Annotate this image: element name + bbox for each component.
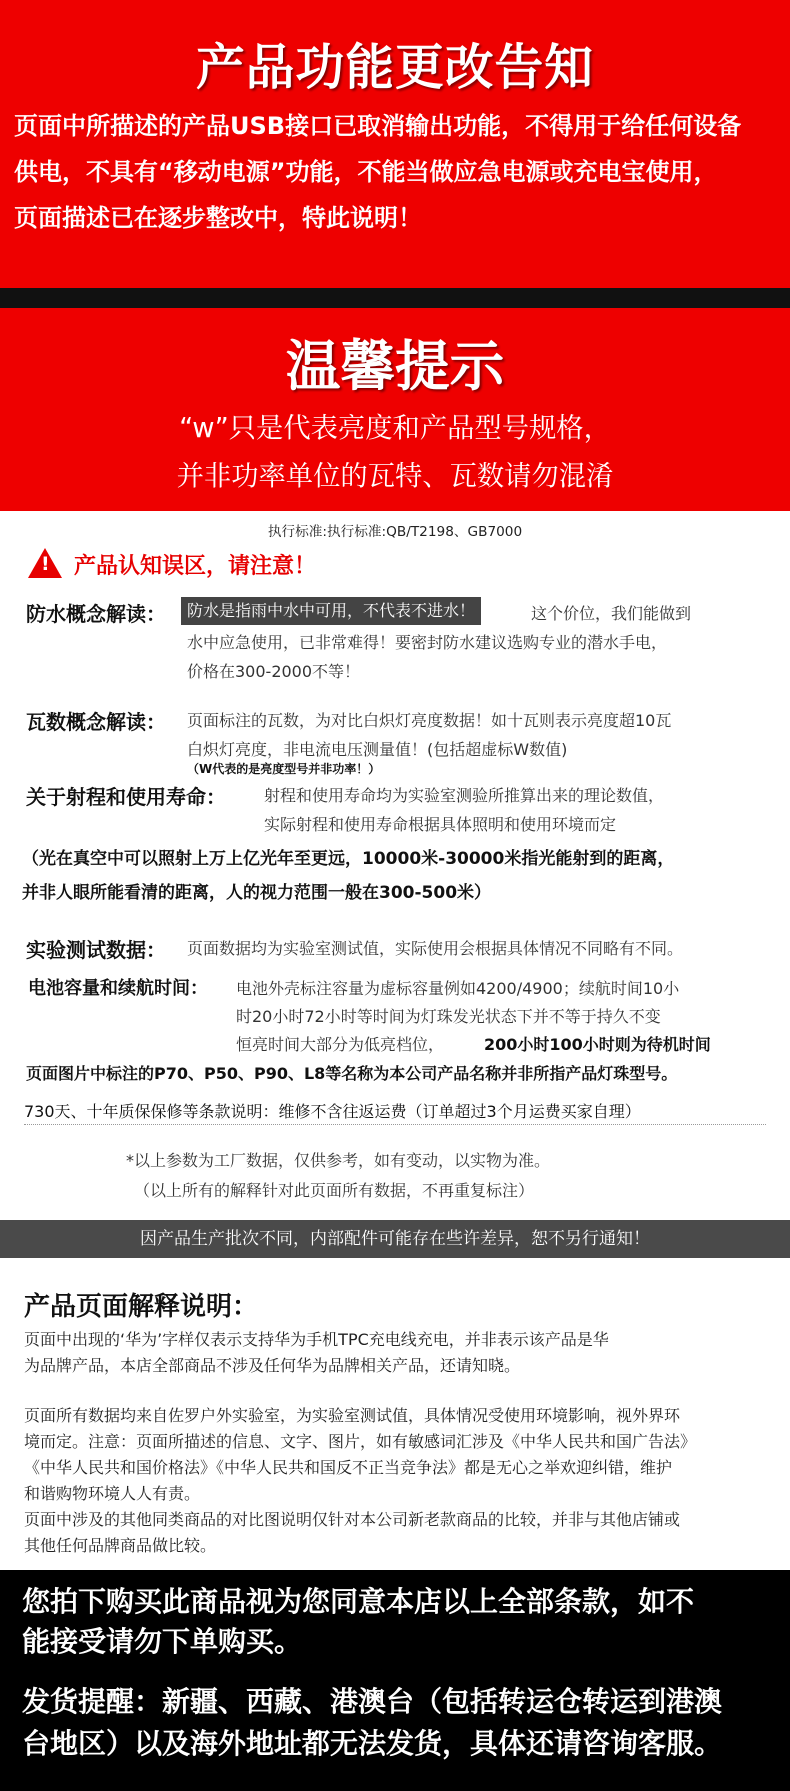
warning-text: 产品认知误区，请注意！ xyxy=(74,554,317,579)
waterproof-highlight: 防水是指雨中水中可用，不代表不进水！ xyxy=(181,597,481,625)
execution-standard: 执行标准:执行标准:QB/T2198、GB7000 xyxy=(267,524,523,540)
range-note-1: （光在真空中可以照射上万上亿光年至更远，10000米-30000米指光能射到的距离， xyxy=(22,849,675,869)
model-name-note: 页面图片中标注的P70、P50、P90、L8等名称为本公司产品名称并非所指产品灯珠型号。 xyxy=(26,1064,678,1083)
range-line-1: 射程和使用寿命均为实验室测验所推算出来的理论数值， xyxy=(264,786,665,805)
battery-line-3a: 恒亮时间大部分为低亮档位， xyxy=(236,1035,445,1054)
explanation-title: 产品页面解释说明： xyxy=(24,1292,259,1322)
explanation-p2-line-6: 其他任何品牌商品做比较。 xyxy=(24,1536,217,1555)
divider-bar xyxy=(0,288,790,308)
test-data-text: 页面数据均为实验室测试值，实际使用会根据具体情况不同略有不同。 xyxy=(187,939,684,958)
explanation-p1-line-1: 页面中出现的‘华为’字样仅表示支持华为手机TPC充电线充电，并非表示该产品是华 xyxy=(24,1330,609,1349)
batch-difference-notice: 因产品生产批次不同，内部配件可能存在些许差异，恕不另行通知！ xyxy=(0,1220,790,1258)
waterproof-line-1: 这个价位，我们能做到 xyxy=(531,604,692,623)
waterproof-line-3: 价格在300-2000不等！ xyxy=(187,662,361,681)
watt-line-2: 白炽灯亮度，非电流电压测量值！(包括超虚标W数值) xyxy=(187,740,568,759)
tip-line-2: 并非功率单位的瓦特、瓦数请勿混淆 xyxy=(176,461,614,492)
dotted-divider xyxy=(24,1124,766,1125)
battery-line-3b: 200小时100小时则为待机时间 xyxy=(484,1035,711,1054)
range-label: 关于射程和使用寿命： xyxy=(26,785,226,809)
explanation-p2-line-3: 《中华人民共和国价格法》《中华人民共和国反不正当竞争法》都是无心之举欢迎纠错，维护 xyxy=(24,1458,673,1477)
explanation-p2-line-1: 页面所有数据均来自佐罗户外实验室，为实验室测试值，具体情况受使用环境影响，视外界环 xyxy=(24,1406,681,1425)
shipping-line-1: 发货提醒：新疆、西藏、港澳台（包括转运仓转运到港澳 xyxy=(22,1685,723,1718)
range-line-2: 实际射程和使用寿命根据具体照明和使用环境而定 xyxy=(264,815,617,834)
warm-tip xyxy=(0,308,790,511)
explanation-p1-line-2: 为品牌产品，本店全部商品不涉及任何华为品牌相关产品，还请知晓。 xyxy=(24,1356,521,1375)
explanation-p2-line-2: 境而定。注意：页面所描述的信息、文字、图片，如有敏感词汇涉及《中华人民共和国广告法》 xyxy=(24,1432,697,1451)
watt-line-1: 页面标注的瓦数，为对比白炽灯亮度数据！如十瓦则表示亮度超10瓦 xyxy=(187,711,672,730)
watt-note: （W代表的是亮度型号并非功率！） xyxy=(187,762,381,776)
test-data-label: 实验测试数据： xyxy=(26,938,166,962)
notice-title: 产品功能更改告知 xyxy=(196,40,594,96)
warranty-note: 730天、十年质保保修等条款说明：维修不含往返运费（订单超过3个月运费买家自理） xyxy=(24,1102,641,1121)
tip-title: 温馨提示 xyxy=(285,334,505,398)
terms-line-1: 您拍下购买此商品视为您同意本店以上全部条款，如不 xyxy=(22,1585,695,1618)
warning-triangle-icon: ! xyxy=(28,548,62,578)
battery-line-2: 时20小时72小时等时间为灯珠发光状态下并不等于持久不变 xyxy=(236,1007,661,1026)
watt-label: 瓦数概念解读： xyxy=(26,710,166,734)
waterproof-label: 防水概念解读： xyxy=(26,602,166,626)
explanation-p2-line-5: 页面中涉及的其他同类商品的对比图说明仅针对本公司新老款商品的比较，并非与其他店铺或 xyxy=(24,1510,681,1529)
shipping-line-2: 台地区）以及海外地址都无法发货，具体还请咨询客服。 xyxy=(22,1727,723,1760)
tip-line-1: “w”只是代表亮度和产品型号规格， xyxy=(179,413,611,444)
range-note-2: 并非人眼所能看清的距离，人的视力范围一般在300-500米） xyxy=(22,883,492,903)
terms-line-2: 能接受请勿下单购买。 xyxy=(22,1625,303,1658)
waterproof-line-2: 水中应急使用，已非常难得！要密封防水建议选购专业的潜水手电， xyxy=(187,633,668,652)
battery-label: 电池容量和续航时间： xyxy=(28,978,208,999)
purchase-terms xyxy=(0,1570,790,1791)
disclaimer-2: （以上所有的解释针对此页面所有数据，不再重复标注） xyxy=(134,1181,535,1200)
notice-line-1: 页面中所描述的产品USB接口已取消输出功能，不得用于给任何设备 xyxy=(14,112,742,140)
disclaimer-1: *以上参数为工厂数据，仅供参考，如有变动，以实物为准。 xyxy=(126,1151,551,1170)
explanation-p2-line-4: 和谐购物环境人人有责。 xyxy=(24,1484,201,1503)
battery-line-1: 电池外壳标注容量为虚标容量例如4200/4900；续航时间10小 xyxy=(236,979,680,998)
notice-line-3: 页面描述已在逐步整改中，特此说明！ xyxy=(14,204,422,232)
function-change-notice xyxy=(0,0,790,288)
notice-line-2: 供电，不具有“移动电源”功能，不能当做应急电源或充电宝使用， xyxy=(14,158,718,186)
